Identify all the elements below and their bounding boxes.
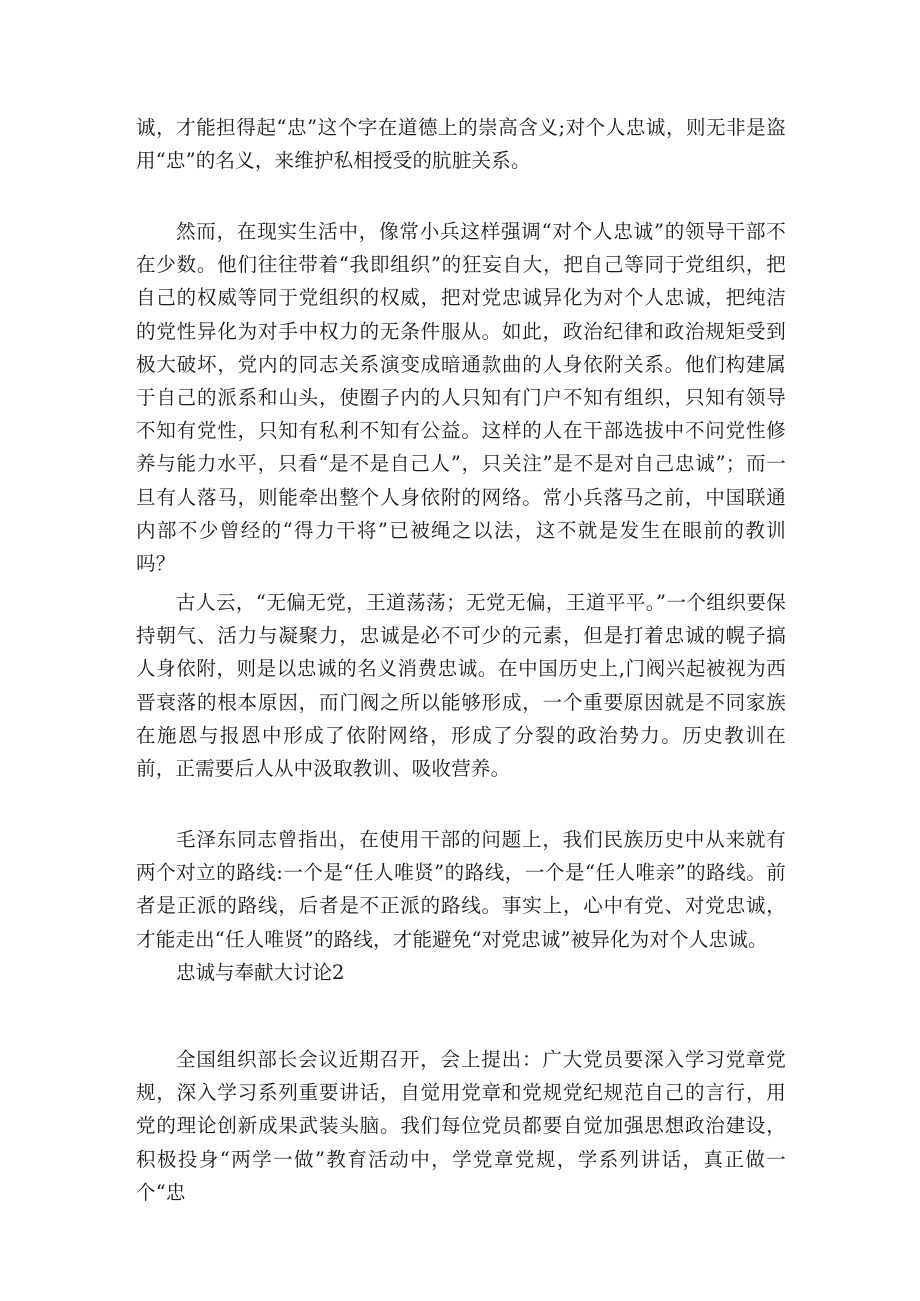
paragraph-body: 古人云，“无偏无党，王道荡荡；无党无偏，王道平平。”一个组织要保持朝气、活力与凝聚力，忠诚是必不可少的元素，但是打着忠诚的幌子搞人身依附，则是以忠诚的名义消费忠诚。在中国历史上,门阀兴起被视为西晋衰落的根本原因，而门阀之所以能够形成，一个重要原因就是不同家族在施恩与报恩中形成了依附网络，形成了分裂的政治势力。历史教训在前，正需要后人从中汲取教训、吸收营养。 bbox=[136, 591, 786, 781]
paragraph-body: 毛泽东同志曾指出，在使用干部的问题上，我们民族历史中从来就有两个对立的路线:一个是“任人唯贤”的路线，一个是“任人唯亲”的路线。前者是正派的路线，后者是不正派的路线。事实上，心中有党、对党忠诚，才能走出“任人唯贤”的路线，才能避免“对党忠诚”被异化为对个人忠诚。 bbox=[136, 828, 786, 951]
paragraph-body: 然而，在现实生活中，像常小兵这样强调“对个人忠诚”的领导干部不在少数。他们往往带着“我即组织”的狂妄自大，把自己等同于党组织，把自己的权威等同于党组织的权威，把对党忠诚异化为对个人忠诚，把纯洁的党性异化为对手中权力的无条件服从。如此，政治纪律和政治规矩受到极大破坏，党内的同志关系演变成暗通款曲的人身依附关系。他们构建属于自己的派系和山头，使圈子内的人只知有门户不知有组织，只知有领导不知有党性，只知有私利不知有公益。这样的人在干部选拔中不问党性修养与能力水平，只看“是不是自己人”，只关注”是不是对自己忠诚”；而一旦有人落马，则能牵出整个人身依附的网络。常小兵落马之前，中国联通内部不少曾经的“得力干将”已被绳之以法，这不就是发生在眼前的教训吗？ bbox=[136, 220, 786, 576]
paragraph-continuation: 诚，才能担得起“忠”这个字在道德上的崇高含义;对个人忠诚，则无非是盗用“忠”的名义，来维护私相授受的肮脏关系。 bbox=[136, 116, 786, 173]
paragraph-body: 全国组织部长会议近期召开，会上提出：广大党员要深入学习党章党规，深入学习系列重要讲话，自觉用党章和党规党纪规范自己的言行，用党的理论创新成果武装头脑。我们每位党员都要自觉加强思想政治建设，积极投身“两学一做”教育活动中，学党章党规，学系列讲话，真正做一个“忠 bbox=[136, 1048, 786, 1204]
section-heading: 忠诚与奉献大讨论2 bbox=[176, 961, 345, 984]
